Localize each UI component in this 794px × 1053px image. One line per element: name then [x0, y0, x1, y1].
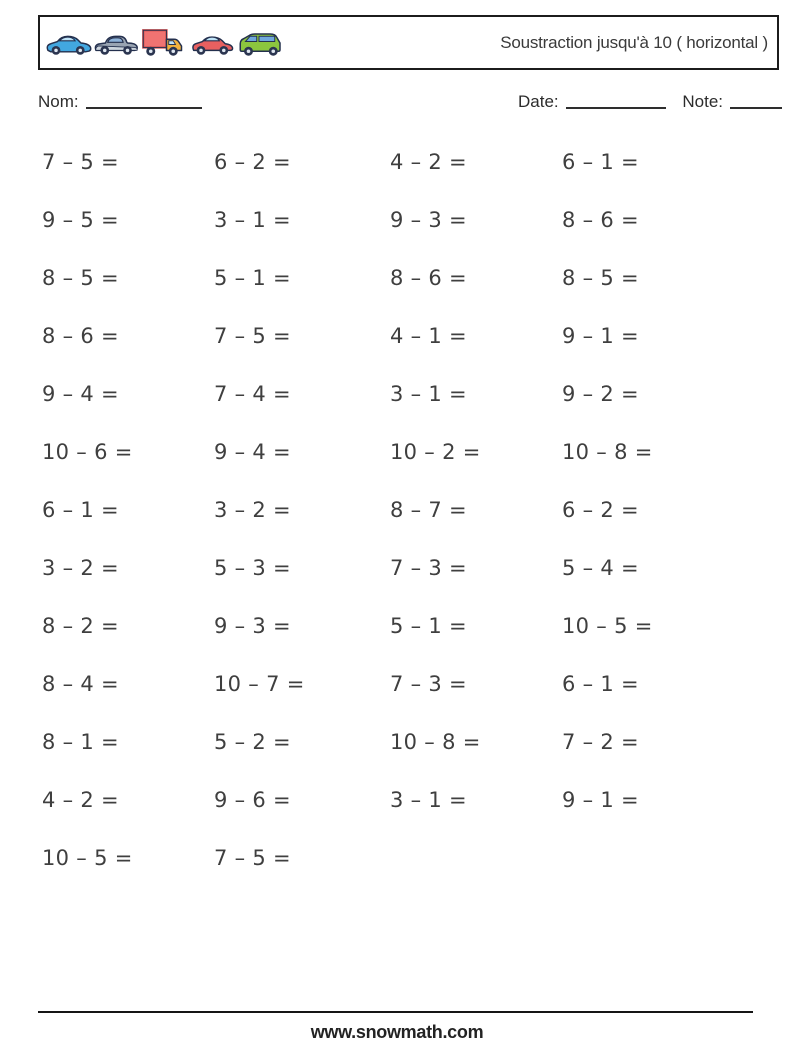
name-blank-line	[86, 95, 202, 109]
footer-divider	[38, 1011, 753, 1013]
worksheet-title: Soustraction jusqu'à 10 ( horizontal )	[500, 32, 768, 52]
header	[38, 15, 779, 70]
subtraction-problem: 3 – 2 =	[42, 556, 119, 580]
subtraction-problem: 6 – 1 =	[562, 150, 639, 174]
subtraction-problem: 9 – 4 =	[42, 382, 119, 406]
subtraction-problem: 9 – 1 =	[562, 788, 639, 812]
subtraction-problem: 4 – 2 =	[42, 788, 119, 812]
subtraction-problem: 5 – 4 =	[562, 556, 639, 580]
subtraction-problem: 5 – 1 =	[390, 614, 467, 638]
subtraction-problem: 9 – 1 =	[562, 324, 639, 348]
subtraction-problem: 3 – 1 =	[390, 382, 467, 406]
subtraction-problem: 6 – 1 =	[562, 672, 639, 696]
subtraction-problem: 7 – 3 =	[390, 556, 467, 580]
name-label: Nom:	[38, 92, 79, 111]
date-note-field-group	[518, 92, 782, 112]
info-line	[0, 92, 794, 116]
subtraction-problem: 5 – 3 =	[214, 556, 291, 580]
subtraction-problem: 10 – 7 =	[214, 672, 305, 696]
subtraction-problem: 6 – 2 =	[214, 150, 291, 174]
subtraction-problem: 3 – 2 =	[214, 498, 291, 522]
subtraction-problem: 4 – 1 =	[390, 324, 467, 348]
problems-grid	[42, 133, 754, 887]
subtraction-problem: 8 – 5 =	[42, 266, 119, 290]
date-label: Date:	[518, 92, 559, 111]
date-blank-line	[566, 95, 666, 109]
subtraction-problem: 6 – 1 =	[42, 498, 119, 522]
subtraction-problem: 7 – 5 =	[42, 150, 119, 174]
subtraction-problem: 7 – 5 =	[214, 846, 291, 870]
subtraction-problem: 10 – 5 =	[42, 846, 133, 870]
subtraction-problem: 10 – 6 =	[42, 440, 133, 464]
subtraction-problem: 8 – 6 =	[562, 208, 639, 232]
red-hatchback-icon	[190, 28, 237, 58]
subtraction-problem: 8 – 2 =	[42, 614, 119, 638]
subtraction-problem: 10 – 8 =	[562, 440, 653, 464]
subtraction-problem: 9 – 5 =	[42, 208, 119, 232]
subtraction-problem: 4 – 2 =	[390, 150, 467, 174]
subtraction-problem: 5 – 2 =	[214, 730, 291, 754]
subtraction-problem: 7 – 3 =	[390, 672, 467, 696]
subtraction-problem: 8 – 4 =	[42, 672, 119, 696]
subtraction-problem: 5 – 1 =	[214, 266, 291, 290]
name-field-group	[38, 92, 202, 112]
note-blank-line	[730, 95, 782, 109]
subtraction-problem: 9 – 3 =	[390, 208, 467, 232]
subtraction-problem: 9 – 4 =	[214, 440, 291, 464]
subtraction-problem: 8 – 1 =	[42, 730, 119, 754]
subtraction-problem: 10 – 5 =	[562, 614, 653, 638]
subtraction-problem: 10 – 8 =	[390, 730, 481, 754]
vehicle-icons-row	[40, 27, 286, 59]
blue-sports-car-icon	[45, 28, 92, 58]
gray-classic-car-icon	[93, 28, 140, 58]
website-text: www.snowmath.com	[310, 1022, 484, 1042]
subtraction-problem: 8 – 6 =	[42, 324, 119, 348]
note-label: Note:	[682, 92, 724, 111]
subtraction-problem: 9 – 3 =	[214, 614, 291, 638]
subtraction-problem: 3 – 1 =	[390, 788, 467, 812]
subtraction-problem: 7 – 5 =	[214, 324, 291, 348]
subtraction-problem: 7 – 4 =	[214, 382, 291, 406]
green-minivan-icon	[238, 27, 286, 59]
subtraction-problem: 7 – 2 =	[562, 730, 639, 754]
subtraction-problem: 10 – 2 =	[390, 440, 481, 464]
subtraction-problem: 3 – 1 =	[214, 208, 291, 232]
subtraction-problem: 8 – 5 =	[562, 266, 639, 290]
subtraction-problem: 8 – 6 =	[390, 266, 467, 290]
red-box-truck-icon	[141, 27, 189, 59]
subtraction-problem: 9 – 2 =	[562, 382, 639, 406]
subtraction-problem: 8 – 7 =	[390, 498, 467, 522]
subtraction-problem: 6 – 2 =	[562, 498, 639, 522]
subtraction-problem: 9 – 6 =	[214, 788, 291, 812]
